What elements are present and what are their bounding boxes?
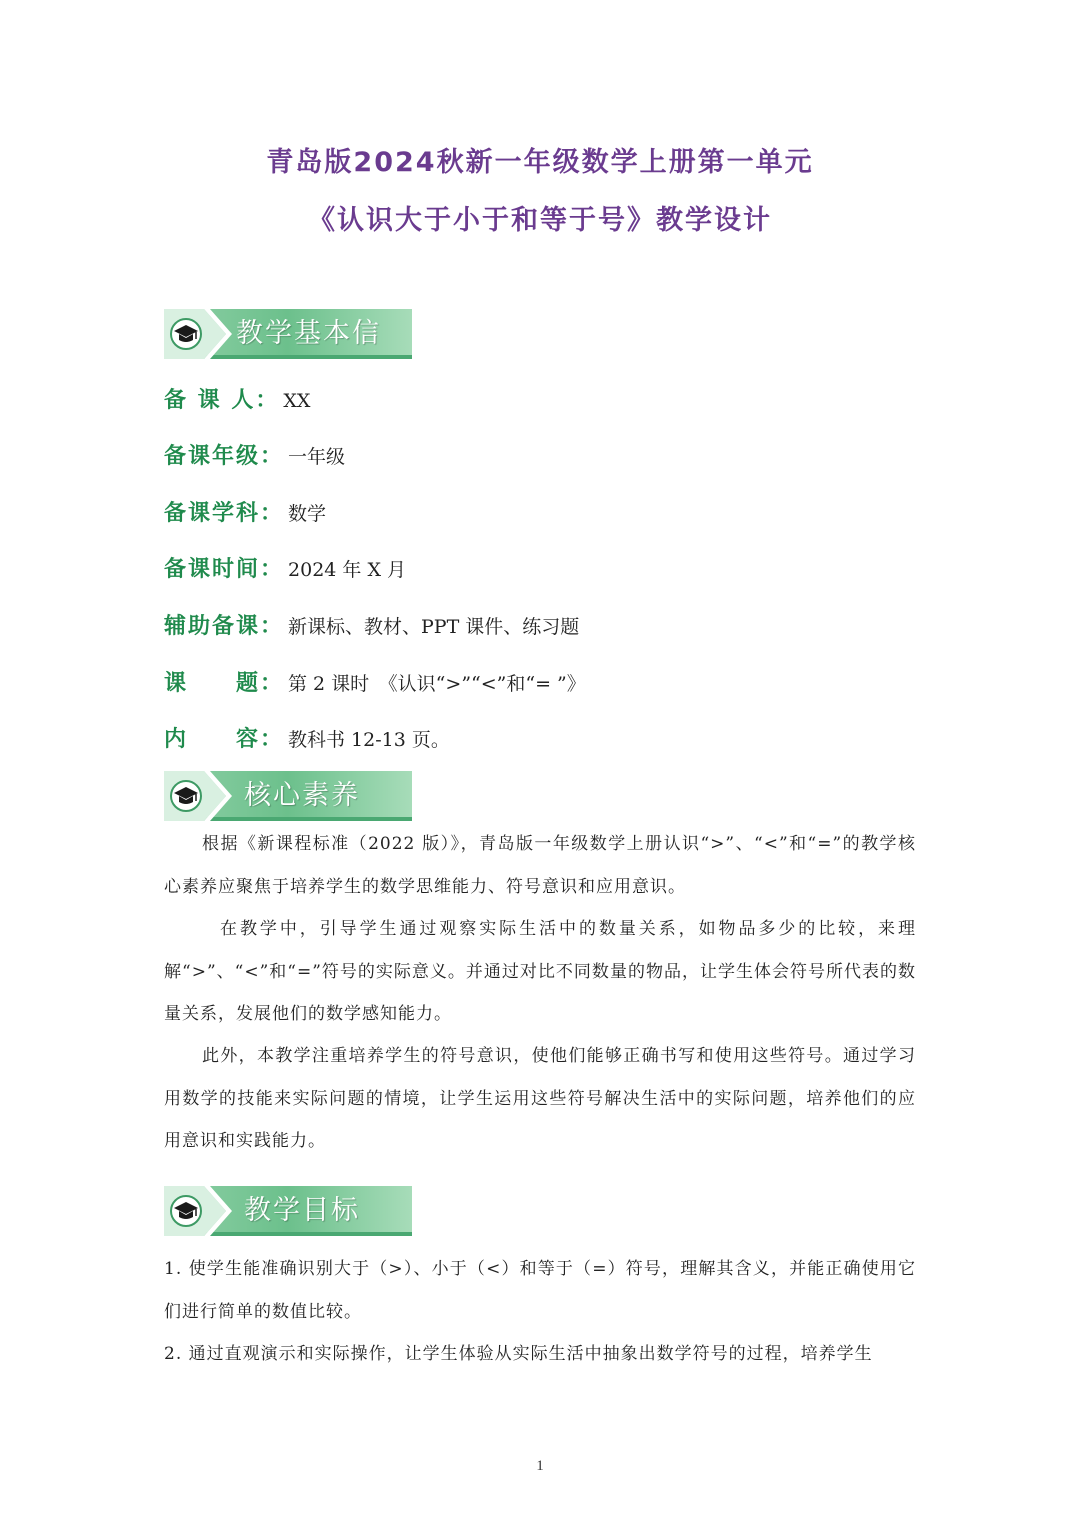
section-heading-basic-info: 教学基本信 — [236, 318, 381, 349]
objective-item-2: 2. 通过直观演示和实际操作，让学生体验从实际生活中抽象出数学符号的过程，培养学生 — [164, 1344, 873, 1364]
info-label-subject: 备课学科： — [164, 501, 285, 526]
info-value-teacher: XX — [283, 390, 311, 412]
section-banner-objectives — [164, 1186, 412, 1236]
section-banner-core-literacy — [164, 771, 412, 821]
info-value-grade: 一年级 — [288, 446, 346, 468]
page-number: 1 — [536, 1458, 544, 1474]
info-value-topic: 第 2 课时 《认识“>”“<”和“= ”》 — [288, 673, 586, 695]
info-value-content: 教科书 12-13 页。 — [288, 729, 450, 751]
info-row-subject — [164, 497, 326, 531]
objective-item-1: 1. 使学生能准确识别大于（>）、小于（<）和等于（=）符号，理解其含义，并能正确使用它们进行简单的数值比较。 — [164, 1259, 916, 1322]
section-banner-basic-info — [164, 309, 412, 359]
info-row-grade — [164, 440, 345, 474]
info-label-time: 备课时间： — [164, 557, 285, 582]
section-heading-objectives: 教学目标 — [244, 1195, 360, 1226]
info-row-teacher — [164, 384, 310, 418]
section-heading-core-literacy: 核心素养 — [244, 780, 360, 811]
info-label-teacher: 备 课 人： — [164, 388, 280, 413]
core-literacy-paragraph-2: 在教学中，引导学生通过观察实际生活中的数量关系，如物品多少的比较，来理解“>”、“<”和“=”符号的实际意义。并通过对比不同数量的物品，让学生体会符号所代表的数量关系，发展他们的数学感知能力。 — [164, 919, 916, 1024]
info-row-content — [164, 723, 450, 757]
info-value-subject: 数学 — [288, 503, 327, 525]
info-value-aids: 新课标、教材、PPT 课件、练习题 — [288, 616, 580, 638]
info-value-time: 2024 年 X 月 — [288, 559, 407, 581]
document-title-line-1: 青岛版2024秋新一年级数学上册第一单元 — [266, 147, 814, 178]
info-label-aids: 辅助备课： — [164, 614, 285, 639]
info-row-topic — [164, 667, 586, 701]
document-title-line-2: 《认识大于小于和等于号》教学设计 — [308, 205, 772, 236]
info-label-topic: 课 题： — [164, 671, 285, 696]
info-row-time — [164, 553, 406, 587]
info-row-aids — [164, 610, 579, 644]
core-literacy-paragraph-1: 根据《新课程标准（2022 版）》，青岛版一年级数学上册认识“>”、“<”和“=”的教学核心素养应聚焦于培养学生的数学思维能力、符号意识和应用意识。 — [164, 834, 916, 897]
core-literacy-paragraph-3: 此外，本教学注重培养学生的符号意识，使他们能够正确书写和使用这些符号。通过学习用数学的技能来实际问题的情境，让学生运用这些符号解决生活中的实际问题，培养他们的应用意识和实践能力。 — [164, 1046, 916, 1151]
info-label-content: 内 容： — [164, 727, 285, 752]
info-label-grade: 备课年级： — [164, 444, 285, 469]
